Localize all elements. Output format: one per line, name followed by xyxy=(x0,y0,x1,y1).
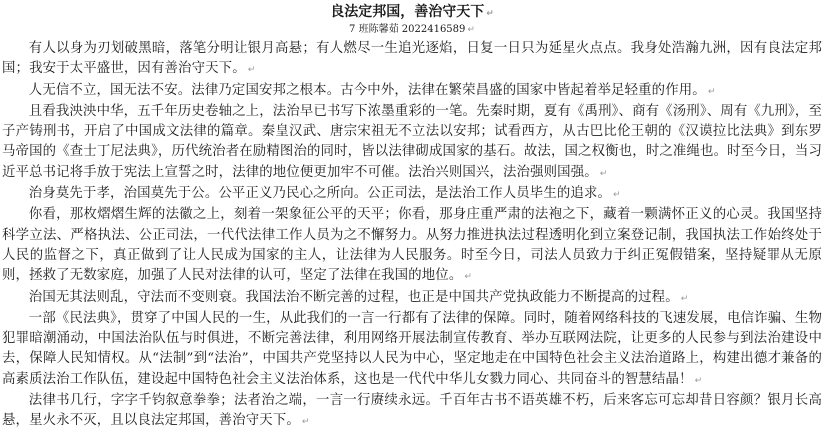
paragraph-mark-icon: ↵ xyxy=(247,65,256,76)
paragraph-text: 治身莫先于孝，治国莫先于公。公平正义乃民心之所向。公正司法，是法治工作人员毕生的追求。 xyxy=(28,186,612,202)
paragraph xyxy=(2,39,822,81)
paragraph xyxy=(2,205,822,287)
author-byline xyxy=(2,23,822,37)
byline-text: 7 班陈馨茹 2022416589 xyxy=(349,24,466,35)
paragraph-mark-icon: ↵ xyxy=(301,417,310,428)
paragraph-text: 人无信不立，国无法不安。法律乃定国安邦之根本。古今中外，法律在繁荣昌盛的国家中皆起着举足轻重的作用。 xyxy=(28,82,706,98)
paragraph-text: 治国无其法则乱，守法而不变则衰。我国法治不断完善的过程，也正是中国共产党执政能力不断提高的过程。 xyxy=(28,289,679,305)
paragraph-mark-icon: ↵ xyxy=(707,86,716,97)
paragraph-mark-icon: ↵ xyxy=(694,375,703,386)
title-text: 良法定邦国，善治守天下 xyxy=(330,4,485,20)
paragraph-text: 法律书几行，字字千钧叙意拳拳；法者治之端，一言一行赓续永远。千百年古书不语英雄不朽，后来客忘可忘却昔日容颜？银月长高悬，星火永不灭，且以良法定邦国，善治守天下。 xyxy=(2,393,822,429)
paragraph-mark-icon: ↵ xyxy=(486,9,494,19)
paragraph-mark-icon: ↵ xyxy=(464,272,473,283)
paragraph-text: 你看，那枚熠熠生辉的法徽之上，刻着一架象征公平的天平；你看，那身庄重严肃的法袍之下，藏着一颗满怀正义的心灵。我国坚持科学立法、严格执法、公正司法，一代代法律工作人员为之不懈努力。从努力推进执法过程透明化到立案登记制，我国执法工作始终处于人民的监督之下，真正做到了让人民成为国家的主人，让法律为人民服务。时至今日，司法人员致力于纠正冤假错案，坚持疑罪从无原则，拯救了无数家庭，加强了人民对法律的认可，坚定了法律在我国的地位。 xyxy=(2,207,822,284)
paragraph xyxy=(2,81,822,102)
paragraph xyxy=(2,184,822,205)
paragraph xyxy=(2,309,822,391)
paragraph xyxy=(2,102,822,184)
paragraph-mark-icon: ↵ xyxy=(613,190,621,201)
paragraph xyxy=(2,288,822,309)
paragraph-text: 有人以身为刃划破黑暗，落笔分明让银月高悬；有人燃尽一生追光逐焰，日复一日只为延星火点点。我身处浩瀚九洲，因有良法定邦国；我安于太平盛世，因有善治守天下。 xyxy=(2,41,822,77)
paragraph-mark-icon: ↵ xyxy=(599,168,608,179)
paragraph-text: 且看我泱泱中华，五千年历史卷轴之上，法治早已书写下浓墨重彩的一笔。先秦时期，夏有《禹刑》、商有《汤刑》、周有《九刑》，至子产铸刑书，开启了中国成文法律的篇章。秦皇汉武、唐宗宋祖无不立法以安邦；试看西方，从古巴比伦王朝的《汉谟拉比法典》到东罗马帝国的《查士丁尼法典》，历代统治者在励精图治的同时，皆以法律砌成国家的基石。故法，国之权衡也，时之准绳也。时至今日，当习近平总书记将手放于宪法上宣誓之时，法律的地位便更加牢不可催。法治兴则国兴，法治强则国强。 xyxy=(2,103,822,180)
paragraph xyxy=(2,391,822,433)
document-title xyxy=(2,3,822,23)
paragraph-text: 一部《民法典》，贯穿了中国人民的一生，从此我们的一言一行都有了法律的保障。同时，随着网络科技的飞速发展，电信诈骗、生物犯罪暗潮涌动，中国法治队伍与时俱进，不断完善法律，利用网络开展法制宣传教育、举办互联网法院，让更多的人民参与到法治建设中去，保障人民知情权。从“法制”到“法治”，中国共产党坚持以人民为中心，坚定地走在中国特色社会主义法治道路上，构建出德才兼备的高素质法治工作队伍，建设起中国特色社会主义法治体系，这也是一代代中华儿女戮力同心、共同奋斗的智慧结晶！ xyxy=(2,310,822,387)
paragraph-mark-icon: ↵ xyxy=(680,293,689,304)
paragraph-mark-icon: ↵ xyxy=(467,25,475,35)
